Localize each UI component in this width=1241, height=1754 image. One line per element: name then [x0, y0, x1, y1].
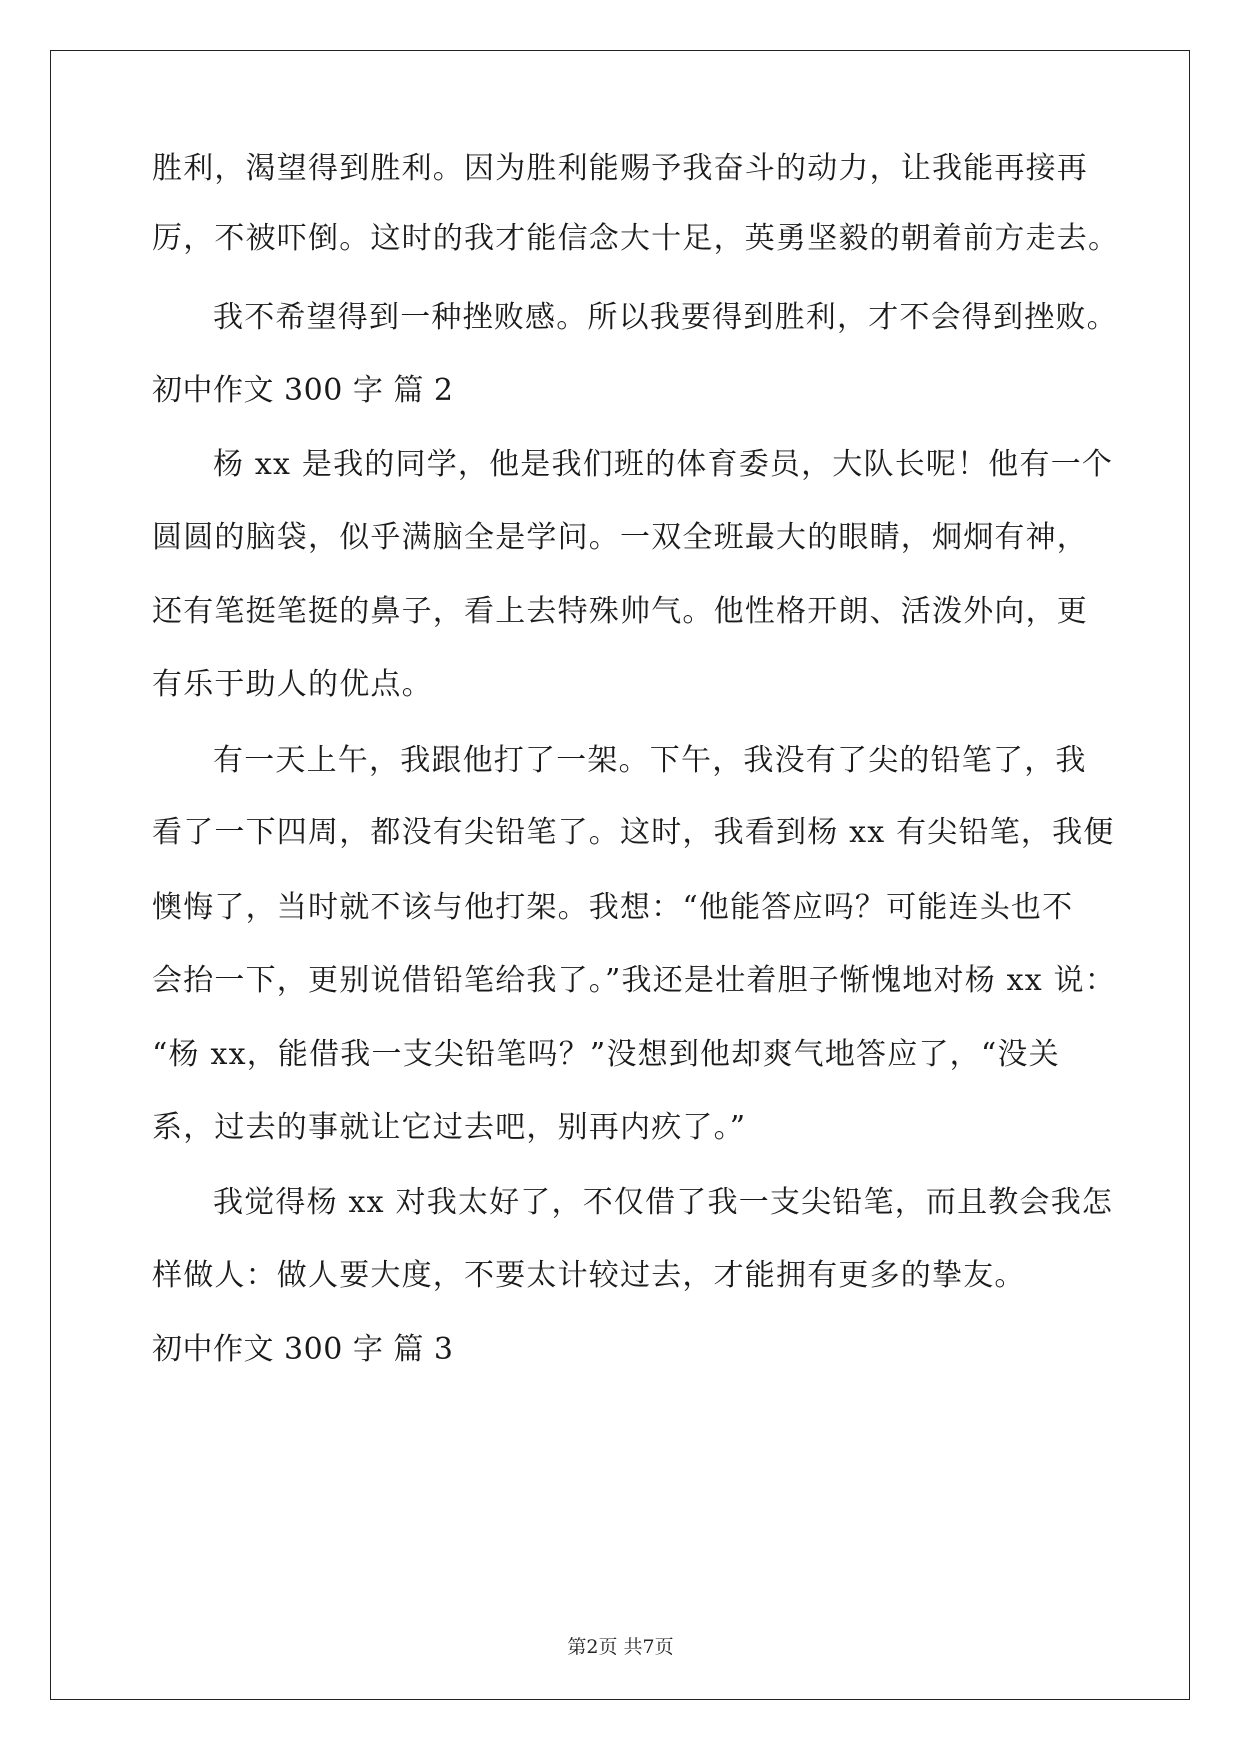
- text-line: 胜利，渴望得到胜利。因为胜利能赐予我奋斗的动力，让我能再接再: [152, 151, 1088, 186]
- text-line: 有乐于助人的优点。: [152, 667, 433, 702]
- text-line: 我觉得杨 xx 对我太好了，不仅借了我一支尖铅笔，而且教会我怎: [213, 1185, 1114, 1220]
- text-line: 看了一下四周，都没有尖铅笔了。这时，我看到杨 xx 有尖铅笔，我便: [152, 815, 1115, 850]
- text-line: 厉，不被吓倒。这时的我才能信念大十足，英勇坚毅的朝着前方走去。: [152, 221, 1120, 256]
- text-line: “杨 xx，能借我一支尖铅笔吗？”没想到他却爽气地答应了，“没关: [152, 1037, 1060, 1072]
- text-line: 我不希望得到一种挫败感。所以我要得到胜利，才不会得到挫败。: [213, 300, 1118, 335]
- section-heading: 初中作文 300 字 篇 2: [152, 373, 454, 408]
- text-line: 有一天上午，我跟他打了一架。下午，我没有了尖的铅笔了，我: [213, 743, 1087, 778]
- text-line: 系，过去的事就让它过去吧，别再内疚了。”: [152, 1110, 747, 1145]
- text-line: 圆圆的脑袋，似乎满脑全是学问。一双全班最大的眼睛，炯炯有神，: [152, 520, 1088, 555]
- text-line: 杨 xx 是我的同学，他是我们班的体育委员，大队长呢！他有一个: [213, 447, 1114, 482]
- section-heading: 初中作文 300 字 篇 3: [152, 1332, 454, 1367]
- text-line: 懊悔了，当时就不该与他打架。我想：“他能答应吗？可能连头也不: [152, 890, 1074, 925]
- page-number-footer: 第2页 共7页: [567, 1636, 674, 1658]
- text-line: 还有笔挺笔挺的鼻子，看上去特殊帅气。他性格开朗、活泼外向，更: [152, 594, 1088, 629]
- text-line: 会抬一下，更别说借铅笔给我了。”我还是壮着胆子惭愧地对杨 xx 说：: [152, 963, 1117, 998]
- text-line: 样做人：做人要大度，不要太计较过去，才能拥有更多的挚友。: [152, 1258, 1026, 1293]
